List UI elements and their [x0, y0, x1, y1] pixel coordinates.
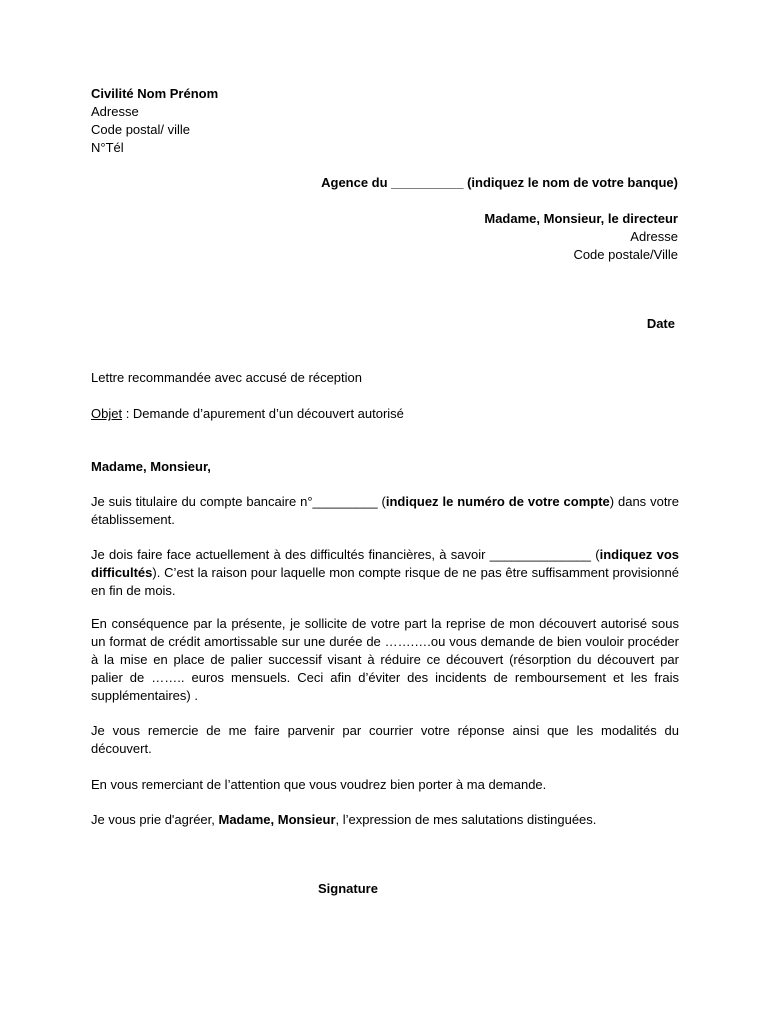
closing-end: , l’expression de mes salutations distinguées. [335, 812, 597, 827]
recipient-title: Madame, Monsieur, le directeur [484, 211, 678, 226]
paragraph-difficulties-end: ). C’est la raison pour laquelle mon compte risque de ne pas être suffisamment provisionné en fin de mois. [91, 565, 679, 598]
paragraph-account-end: ) dans votre établissement. [91, 494, 679, 527]
recipient-agency: Agence du __________ (indiquez le nom de votre banque) [321, 175, 678, 190]
paragraph-difficulties-bold: indiquez vos difficultés [91, 547, 679, 580]
recipient-block [178, 174, 678, 264]
paragraph-account [91, 493, 679, 529]
subject-label: Objet [91, 406, 123, 421]
registered-mail-line: Lettre recommandée avec accusé de réception [91, 370, 362, 385]
sender-name: Civilité Nom Prénom [91, 86, 219, 101]
paragraph-account-bold: indiquez le numéro de votre compte [385, 494, 610, 509]
paragraph-account-start: Je suis titulaire du compte bancaire n°_________ ( [91, 494, 386, 509]
sender-postal-city: Code postal/ ville [91, 122, 190, 137]
subject-text: : Demande d’apurement d’un découvert autorisé [122, 406, 404, 421]
sender-phone: N°Tél [91, 140, 124, 155]
paragraph-request: En conséquence par la présente, je sollicite de votre part la reprise de mon découvert autorisé sous un format de crédit amortissable sur une durée de …….….ou vous demande de bien vouloir procéder à la mise en place de palier successif visant à réduire ce découvert (résorption du découvert par palier de …….. euros mensuels. Ceci afin d’éviter des incidents de remboursement et les frais supplémentaires) . [91, 616, 679, 703]
paragraph-difficulties-start: Je dois faire face actuellement à des difficultés financières, à savoir ______________ ( [91, 547, 600, 562]
date-label: Date [646, 316, 675, 331]
closing-bold: Madame, Monsieur [218, 812, 336, 827]
signature-label: Signature [318, 881, 378, 896]
sender-block [91, 85, 218, 157]
recipient-postal-city: Code postale/Ville [573, 247, 678, 262]
subject-line [91, 405, 679, 423]
sender-address: Adresse [91, 104, 139, 119]
closing-formula [91, 811, 679, 829]
paragraph-thanks: Je vous remercie de me faire parvenir par courrier votre réponse ainsi que les modalités du découvert. [91, 723, 679, 756]
salutation: Madame, Monsieur, [91, 459, 211, 474]
recipient-address: Adresse [630, 229, 678, 244]
paragraph-attention: En vous remerciant de l’attention que vous voudrez bien porter à ma demande. [91, 777, 547, 792]
closing-start: Je vous prie d'agréer, [91, 812, 219, 827]
paragraph-difficulties [91, 546, 679, 600]
